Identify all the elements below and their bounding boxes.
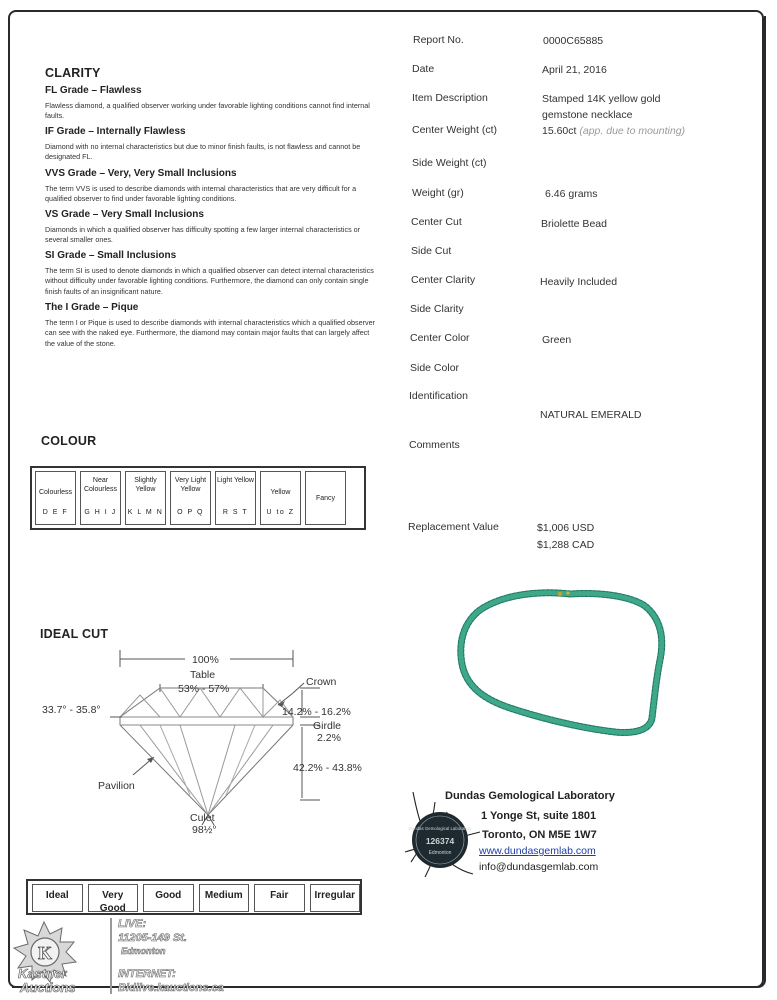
crown-angle-label: 33.7° - 35.8° [42,704,101,716]
culet-label: Culet [190,812,215,824]
logo-text-line2: Auctions [20,980,76,995]
watermark-internet-label: INTERNET: [118,968,176,980]
cut-grade-ideal: Ideal [32,884,83,912]
colour-cell-label: Yellow [270,489,291,496]
clarity-grade-si-body: The term SI is used to denote diamonds in which a qualified observer can detect internal characteristics without difficulty under favorable lighting conditions. Furthermore, the diamond can only contain single finish faults of an insignificant nature. [45,266,374,296]
crown-label: Crown [306,676,337,688]
watermark-divider [110,918,112,994]
colour-cell-fancy [305,471,346,525]
cut-grade-medium: Medium [199,884,250,912]
colour-cell-label: Fancy [315,495,336,502]
lab-name: Dundas Gemological Laboratory [445,790,615,802]
item-description-value-line2: gemstone necklace [542,109,633,121]
side-weight-label: Side Weight (ct) [412,157,487,169]
center-clarity-value: Heavily Included [540,276,618,288]
necklace-clasp-ring [566,591,569,594]
weight-gr-value: 6.46 grams [545,188,598,200]
diameter-label: 100% [192,654,219,666]
center-color-value: Green [542,334,572,346]
pavilion-depth-label: 42.2% - 43.8% [293,762,362,774]
colour-cell-very-light-yellow [170,471,211,525]
report-no-value: 0000C65885 [543,35,604,47]
cut-grade-fair: Fair [254,884,305,912]
clarity-grade-i-head: The I Grade – Pique [45,302,139,313]
colour-cell-letters: K L M N [127,509,164,516]
center-clarity-label: Center Clarity [411,274,476,286]
lab-website-link[interactable]: www.dundasgemlab.com [479,845,596,857]
watermark-live-label: LIVE: [118,918,147,930]
colour-cell-near-colourless [80,471,121,525]
kastner-auctions-logo [4,918,112,996]
colour-cell-letters: O P Q [177,509,204,516]
cut-grade-irregular: Irregular [310,884,361,912]
replacement-value-usd: $1,006 USD [537,522,595,534]
colour-cell-label: Slightly Yellow [134,477,157,493]
date-label: Date [412,63,435,75]
lab-email[interactable]: info@dundasgemlab.com [479,861,599,873]
table-range-label: 53% - 57% [178,683,230,695]
clarity-grade-vvs-body: The term VVS is used to describe diamonds with internal characteristics that are very difficult for a qualified observer to find under favorable lighting conditions. [45,184,357,204]
watermark-internet-url[interactable]: Bidlive.kauctions.ca [118,982,224,994]
cut-grade-good: Good [143,884,194,912]
report-no-label: Report No. [413,34,464,46]
clarity-title: CLARITY [45,66,101,80]
clarity-grade-si-head: SI Grade – Small Inclusions [45,250,177,261]
item-description-label: Item Description [412,92,488,104]
side-cut-label: Side Cut [411,245,452,257]
clarity-grade-vs-body: Diamonds in which a qualified observer has difficulty spotting a few larger internal characteristics or several smaller ones. [45,225,361,245]
center-cut-label: Center Cut [411,216,462,228]
colour-cell-letters: R S T [222,509,249,516]
clarity-grade-vs-head: VS Grade – Very Small Inclusions [45,209,204,220]
watermark-live-city: Edmonton [121,946,166,956]
clarity-grade-fl-head: FL Grade – Flawless [45,85,142,96]
seal-number: 126374 [425,836,455,846]
diamond-proportions-diagram [30,645,370,840]
table-label: Table [190,669,216,681]
clarity-grade-fl-body: Flawless diamond, a qualified observer working under favorable lighting conditions cannot find internal faults. [45,101,370,121]
weight-gr-label: Weight (gr) [412,187,464,199]
girdle-value-label: 2.2% [317,732,341,744]
colour-cell-label: Colourless [38,489,73,496]
date-value: April 21, 2016 [542,64,607,76]
seal-top-text: Dundas Gemological Laboratory [408,826,472,831]
center-weight-label: Center Weight (ct) [412,124,497,136]
replacement-value-cad: $1,288 CAD [537,539,595,551]
colour-cell-light-yellow [215,471,256,525]
cut-grade-table [26,879,362,915]
colour-cell-label: Light Yellow [217,477,254,484]
center-weight-value [542,124,685,139]
replacement-value-label: Replacement Value [408,521,499,533]
center-cut-value: Briolette Bead [541,218,607,230]
ideal-cut-title: IDEAL CUT [40,627,109,641]
clarity-grade-if-head: IF Grade – Internally Flawless [45,126,186,137]
center-color-label: Center Color [410,332,470,344]
colour-cell-yellow [260,471,301,525]
girdle-label: Girdle [313,720,342,732]
colour-cell-label: Near Colourless [83,477,118,493]
side-clarity-label: Side Clarity [410,303,464,315]
logo-text-line1: Kastner [18,966,67,981]
pavilion-label: Pavilion [98,780,135,792]
side-color-label: Side Color [410,362,460,374]
emerald-necklace-photo [440,580,690,750]
crown-height-label: 14.2% - 16.2% [282,706,351,718]
cut-grade-very-good: Very Good [88,884,139,912]
clarity-grade-vvs-head: VVS Grade – Very, Very Small Inclusions [45,168,237,179]
colour-cell-letters: G H I J [84,509,117,516]
watermark-live-address: 11205-149 St. [118,932,187,944]
colour-scale-table [30,466,366,530]
colour-cell-letters: D E F [42,509,69,516]
item-description-value: Stamped 14K yellow gold [542,93,661,105]
colour-cell-letters: U to Z [266,509,295,516]
colour-cell-slightly-yellow [125,471,166,525]
identification-value: NATURAL EMERALD [540,409,642,421]
comments-label: Comments [409,439,460,451]
necklace-clasp [558,592,562,596]
colour-cell-label: Very Light Yellow [174,477,207,493]
identification-label: Identification [409,390,468,402]
center-weight-amount: 15.60ct [542,125,577,137]
seal-bottom-text: Edmonton [428,850,452,856]
center-weight-note: (app. due to mounting) [579,125,686,137]
colour-title: COLOUR [41,434,97,448]
lab-address-line2: Toronto, ON M5E 1W7 [482,829,597,841]
lab-address-line1: 1 Yonge St, suite 1801 [481,810,597,822]
logo-letter: K [38,943,53,963]
colour-cell-colourless [35,471,76,525]
clarity-grade-i-body: The term I or Pique is used to describe diamonds with internal characteristics which a qualified observer can see with the naked eye. Furthermore, the diamond may contain major faults that can largely affect the value of the stone. [45,318,375,348]
culet-value-label: 98½° [192,824,217,836]
clarity-grade-if-body: Diamond with no internal characteristics but due to minor finish faults, is not flawless and cannot be designated FL. [45,142,361,162]
